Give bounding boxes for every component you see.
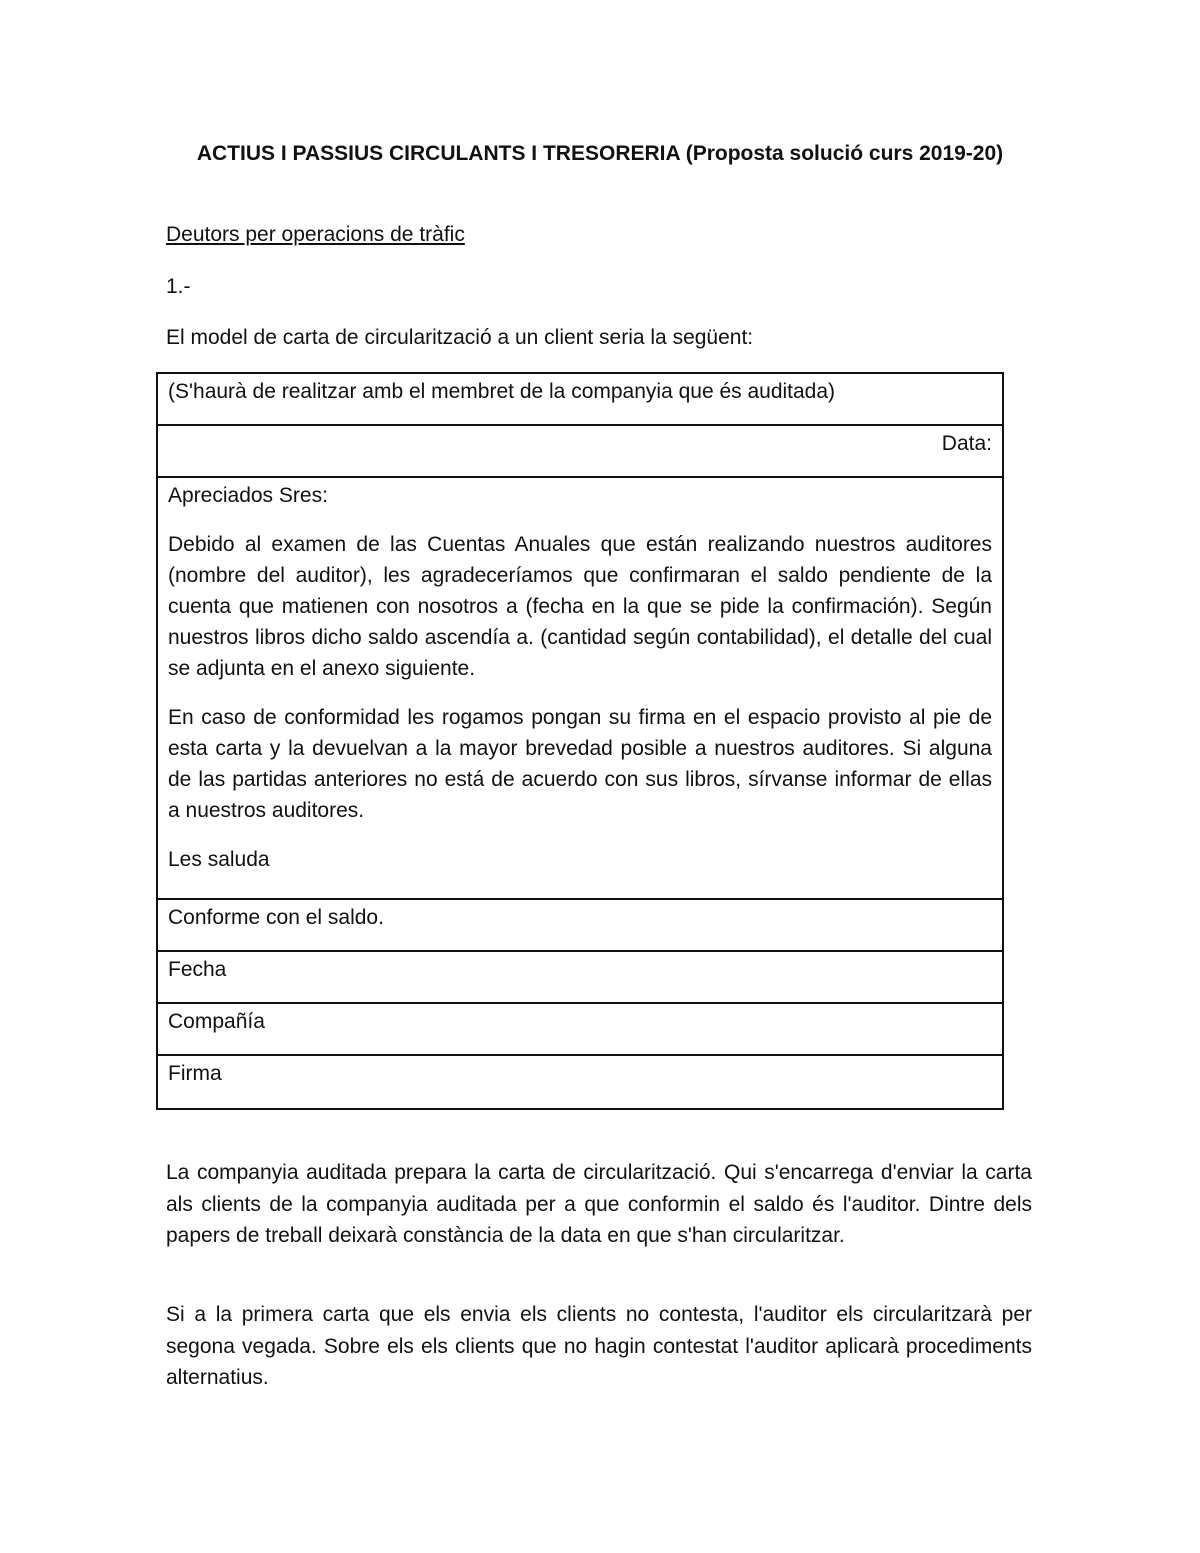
letter-closing: Les saluda [168,848,270,871]
letter-date-label: Data: [158,426,1002,478]
document-title: ACTIUS I PASSIUS CIRCULANTS I TRESORERIA (Proposta solució curs 2019-20) [196,142,1004,165]
letter-paragraph-1: Debido al examen de las Cuentas Anuales que están realizando nuestros auditores (nombre del auditor), les agradeceríamos que confirmaran el saldo pendiente de la cuenta que matienen con nosotros a (fecha en la que se pide la confirmación). Según nuestros libros dicho saldo ascendía a. (cantidad según contabilidad), el detalle del cual se adjunta en el anexo siguiente. [168,533,992,680]
letter-paragraph-2: En caso de conformidad les rogamos pongan su firma en el espacio provisto al pie de esta carta y la devuelvan a la mayor brevedad posible a nuestros auditores. Si alguna de las partidas anteriores no está de acuerdo con sus libros, sírvanse informar de ellas a nuestros auditores. [168,706,992,822]
circularization-letter-table [156,372,1004,1110]
section-heading: Deutors per operacions de tràfic [166,223,465,246]
letter-greeting: Apreciados Sres: [168,484,328,507]
intro-text: El model de carta de circularització a un client seria la següent: [166,326,754,349]
letter-firma-label: Firma [168,1062,222,1085]
letter-header-note: (S'haurà de realitzar amb el membret de la companyia que és auditada) [158,374,1002,426]
item-number: 1.- [166,275,191,298]
letter-body [158,478,1002,900]
paragraph-after-1: La companyia auditada prepara la carta de circularització. Qui s'encarrega d'enviar la carta als clients de la companyia auditada per a que conformin el saldo és l'auditor. Dintre dels papers de treball deixarà constància de la data en que s'han circularitzar. [166,1161,1032,1247]
paragraph-after-2: Si a la primera carta que els envia els clients no contesta, l'auditor els circularitzarà per segona vegada. Sobre els els clients que no hagin contestat l'auditor aplicarà procediments alternatius. [166,1303,1032,1389]
letter-compania-label: Compañía [158,1004,1002,1056]
letter-conforme-label: Conforme con el saldo. [158,900,1002,952]
letter-fecha-label: Fecha [158,952,1002,1004]
